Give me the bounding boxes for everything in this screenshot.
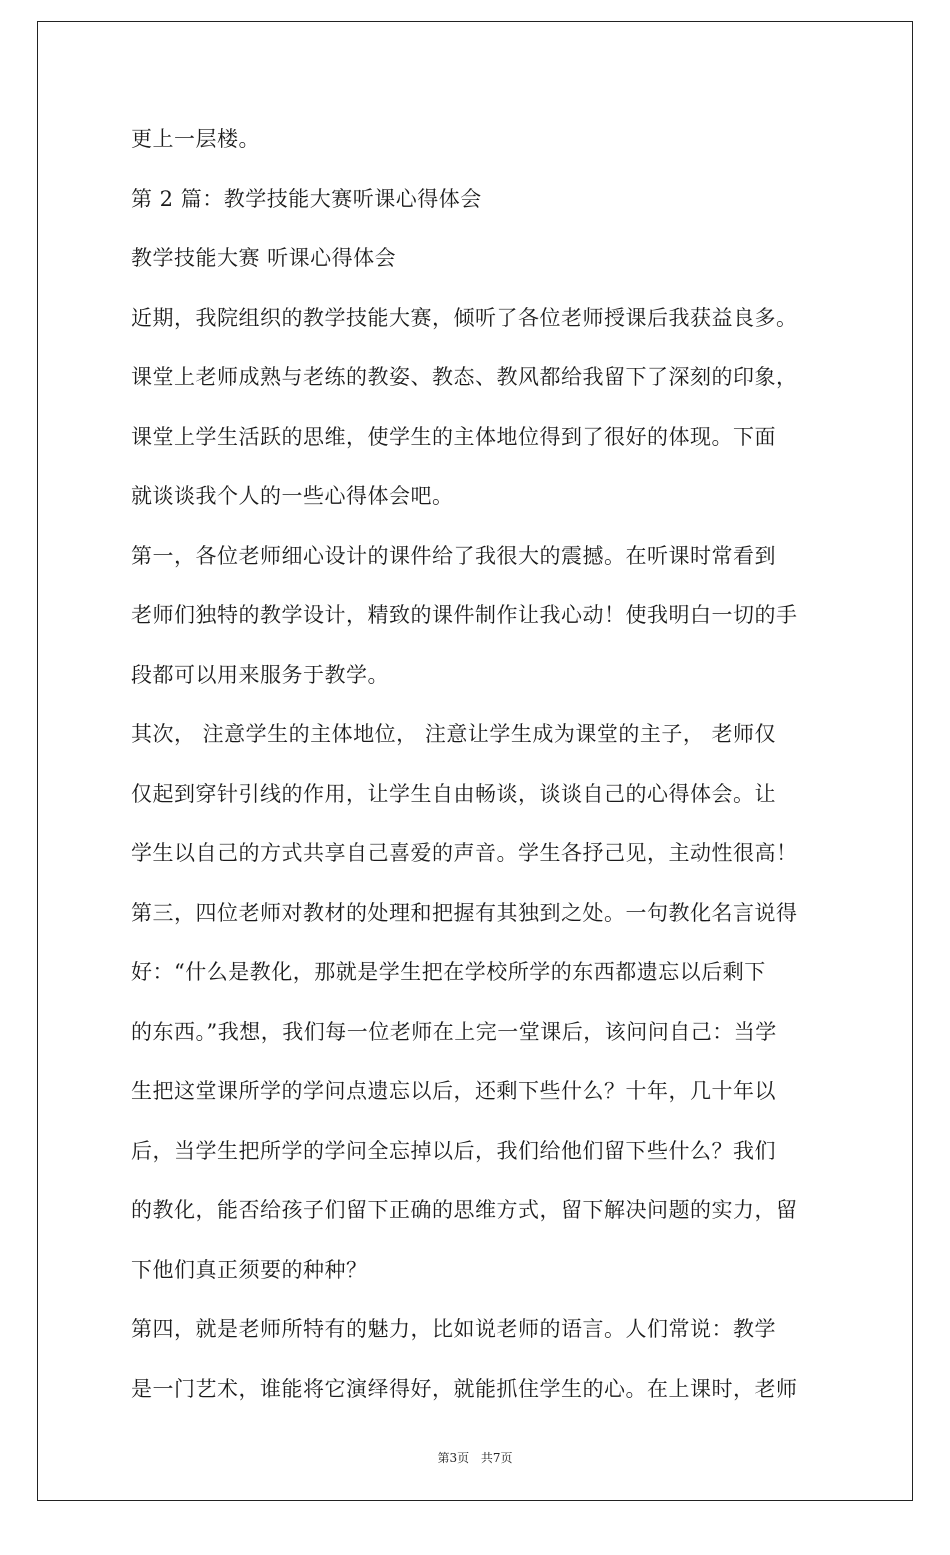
text-line: 好：“什么是教化，那就是学生把在学校所学的东西都遗忘以后剩下 (131, 960, 766, 984)
text-line: 课堂上老师成熟与老练的教姿、教态、教风都给我留下了深刻的印象， (131, 365, 798, 389)
text-line: 其次， 注意学生的主体地位， 注意让学生成为课堂的主子， 老师仅 (131, 722, 777, 746)
page-footer (0, 1449, 950, 1466)
text-line: 老师们独特的教学设计，精致的课件制作让我心动！使我明白一切的手 (131, 603, 798, 627)
text-line: 后，当学生把所学的学问全忘掉以后，我们给他们留下些什么？我们 (131, 1138, 776, 1163)
text-line: 近期，我院组织的教学技能大赛，倾听了各位老师授课后我获益良多。 (131, 305, 798, 330)
text-line: 生把这堂课所学的学问点遗忘以后，还剩下些什么？十年，几十年以 (131, 1079, 776, 1103)
document-title: 教学技能大赛 听课心得体会 (131, 246, 397, 270)
text-line: 段都可以用来服务于教学。 (131, 662, 389, 687)
text-line: 课堂上学生活跃的思维，使学生的主体地位得到了很好的体现。下面 (131, 424, 776, 449)
text-line: 学生以自己的方式共享自己喜爱的声音。学生各抒己见，主动性很高！ (131, 841, 798, 865)
page-total: 共7页 (480, 1451, 513, 1465)
text-line: 是一门艺术，谁能将它演绎得好，就能抓住学生的心。在上课时，老师 (131, 1376, 798, 1401)
text-line: 仅起到穿针引线的作用，让学生自由畅谈，谈谈自己的心得体会。让 (131, 781, 776, 806)
text-line: 的教化，能否给孩子们留下正确的思维方式，留下解决问题的实力，留 (131, 1198, 798, 1222)
section-heading: 第 2 篇：教学技能大赛听课心得体会 (131, 186, 482, 211)
text-line: 更上一层楼。 (131, 127, 260, 151)
text-line: 第一，各位老师细心设计的课件给了我很大的震撼。在听课时常看到 (131, 543, 776, 568)
text-line: 就谈谈我个人的一些心得体会吧。 (131, 484, 454, 508)
text-line: 的东西。”我想，我们每一位老师在上完一堂课后，该问问自己：当学 (131, 1019, 777, 1044)
text-line: 第三，四位老师对教材的处理和把握有其独到之处。一句教化名言说得 (131, 900, 798, 925)
text-line: 第四，就是老师所特有的魅力，比如说老师的语言。人们常说：教学 (131, 1317, 776, 1341)
document-body (131, 110, 831, 1419)
text-line: 下他们真正须要的种种？ (131, 1257, 368, 1282)
page-number: 第3页 (437, 1451, 470, 1465)
